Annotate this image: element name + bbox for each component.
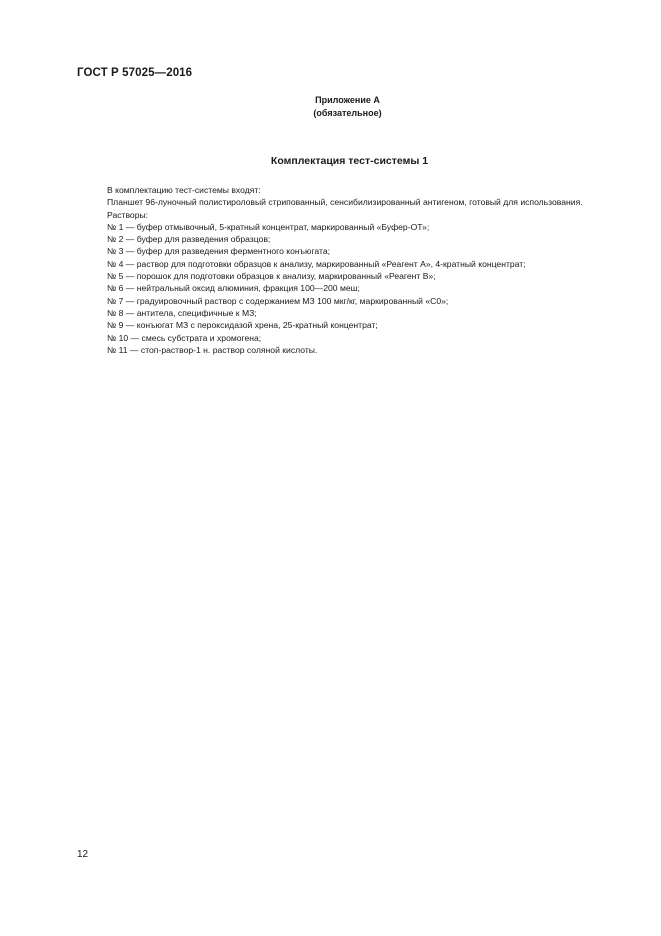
intro-paragraph: В комплектацию тест-системы входят:	[107, 185, 261, 195]
list-item: № 1 — буфер отмывочный, 5-кратный концентрат, маркированный «Буфер-ОТ»;	[107, 221, 430, 232]
list-item: № 3 — буфер для разведения ферментного конъюгата;	[107, 246, 330, 257]
list-item: № 9 — конъюгат МЗ с пероксидазой хрена, 25-кратный концентрат;	[107, 320, 378, 331]
list-item: № 5 — порошок для подготовки образцов к анализу, маркированный «Реагент В»;	[107, 271, 436, 282]
list-item: № 6 — нейтральный оксид алюминия, фракция 100—200 меш;	[107, 283, 360, 294]
list-item: № 11 — стоп-раствор-1 н. раствор соляной кислоты.	[107, 344, 318, 355]
page-number: 12	[77, 849, 89, 860]
list-item: № 8 — антитела, специфичные к МЗ;	[107, 307, 257, 318]
section-title: Комплектация тест-системы 1	[270, 155, 429, 167]
document-body	[77, 184, 614, 356]
list-item: № 7 — градуировочный раствор с содержанием МЗ 100 мкг/кг, маркированный «C0»;	[107, 295, 449, 306]
document-code: ГОСТ Р 57025—2016	[77, 67, 193, 79]
list-item: № 4 — раствор для подготовки образцов к анализу, маркированный «Реагент А», 4-кратный концентрат;	[107, 258, 526, 269]
annex-title: Приложение А	[315, 95, 380, 105]
annex-status: (обязательное)	[313, 108, 382, 118]
solutions-heading: Растворы:	[107, 209, 149, 220]
list-item: № 10 — смесь субстрата и хромогена;	[107, 332, 262, 343]
list-item: № 2 — буфер для разведения образцов;	[107, 234, 271, 245]
plate-paragraph: Планшет 96-луночный полистироловый стрипованный, сенсибилизированный антигеном, готовый для использования.	[107, 197, 583, 208]
